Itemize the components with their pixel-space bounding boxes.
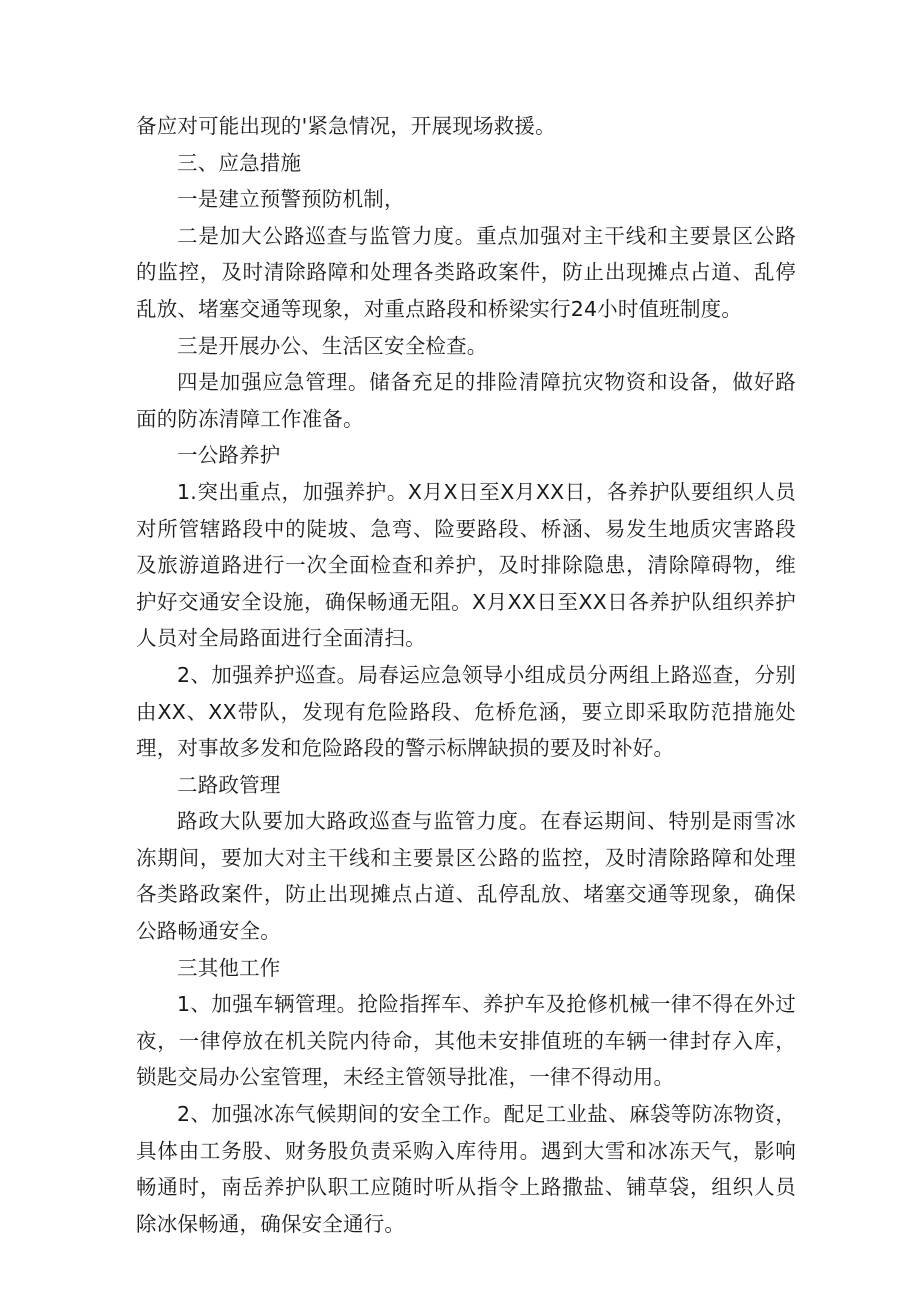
paragraph-safety-inspection: 三是开展办公、生活区安全检查。 — [177, 333, 488, 358]
paragraph-freeze-safety: 2、加强冰冻气候期间的安全工作。配足工业盐、麻袋等防冻物资，具体由工务股、财务股负责采购入库待用。遇到大雪和冰冻天气，影响畅通时，南岳养护队职工应随时听从指令上路撒盐、铺草袋，组织人员除冰保畅通，确保安全通行。 — [136, 1102, 796, 1236]
paragraph-early-warning: 一是建立预警预防机制， — [177, 187, 405, 212]
section-heading-emergency-measures: 三、应急措施 — [177, 150, 302, 175]
paragraph-maintenance-focus: 1.突出重点，加强养护。X月X日至X月XX日，各养护队要组织人员对所管辖路段中的陡坡、急弯、险要路段、桥涵、易发生地质灾害路段及旅游道路进行一次全面检查和养护，及时排除隐患，清除障碍物，维护好交通安全设施，确保畅通无阻。X月XX日至XX日各养护队组织养护人员对全局路面进行全面清扫。 — [136, 479, 796, 651]
paragraph-emergency-management: 四是加强应急管理。储备充足的排险清障抗灾物资和设备，做好路面的防冻清障工作准备。 — [136, 370, 796, 431]
section-heading-road-administration: 二路政管理 — [177, 772, 281, 797]
paragraph-continuation: 备应对可能出现的'紧急情况，开展现场救援。 — [136, 114, 556, 138]
section-heading-other-work: 三其他工作 — [177, 955, 281, 980]
document-body — [136, 108, 796, 1242]
section-heading-road-maintenance: 一公路养护 — [177, 443, 281, 468]
paragraph-vehicle-management: 1、加强车辆管理。抢险指挥车、养护车及抢修机械一律不得在外过夜，一律停放在机关院内待命，其他未安排值班的车辆一律封存入库，锁匙交局办公室管理，未经主管领导批准，一律不得动用。 — [136, 992, 796, 1090]
paragraph-road-patrol: 二是加大公路巡查与监管力度。重点加强对主干线和主要景区公路的监控，及时清除路障和处理各类路政案件，防止出现摊点占道、乱停乱放、堵塞交通等现象，对重点路段和桥梁实行24小时值班制度。 — [136, 223, 796, 321]
paragraph-maintenance-patrol: 2、加强养护巡查。局春运应急领导小组成员分两组上路巡查，分别由XX、XX带队，发现有危险路段、危桥危涵，要立即采取防范措施处理，对事故多发和危险路段的警示标牌缺损的要及时补好。 — [136, 662, 796, 761]
paragraph-road-administration: 路政大队要加大路政巡查与监管力度。在春运期间、特别是雨雪冰冻期间，要加大对主干线和主要景区公路的监控，及时清除路障和处理各类路政案件，防止出现摊点占道、乱停乱放、堵塞交通等现象，确保公路畅通安全。 — [136, 809, 796, 944]
